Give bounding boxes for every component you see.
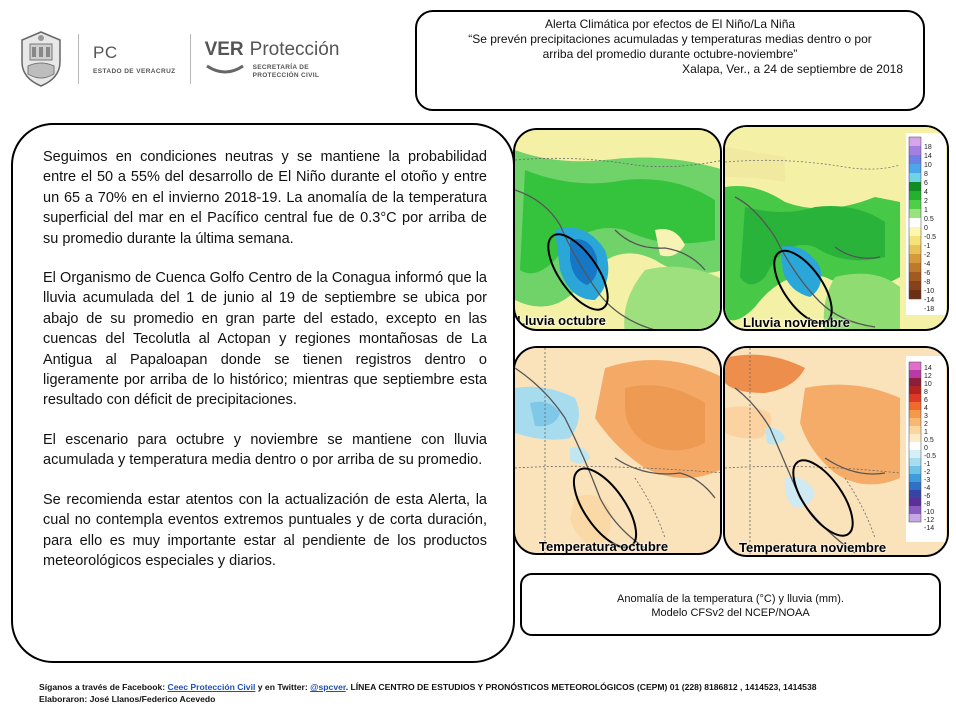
rain-scale-tick: -14 (924, 297, 935, 304)
maps-caption-line2: Modelo CFSv2 del NCEP/NOAA (651, 607, 810, 619)
temp-scale-tick: -14 (924, 525, 935, 532)
rain-scale-tick: 0 (924, 225, 928, 232)
rain-scale-tick: 1 (924, 207, 928, 214)
twitter-prefix: y en Twitter: (257, 682, 308, 692)
map-label-temp-november: Temperatura noviembre (739, 540, 887, 555)
temp-scale-tick: 0 (924, 445, 928, 452)
header-logos (18, 28, 398, 90)
logo-divider (78, 34, 79, 84)
maps-caption-line1: Anomalía de la temperatura (°C) y lluvia (mm). (617, 593, 844, 605)
rain-october-map-image (515, 130, 722, 331)
footer (39, 681, 817, 705)
proteccion-word: Protección (249, 38, 340, 60)
veracruz-seal-icon (18, 30, 64, 88)
temp-scale-tick: -8 (924, 501, 931, 508)
alert-date: Xalapa, Ver., a 24 de septiembre de 2018 (682, 62, 903, 76)
temp-scale-tick: -6 (924, 493, 931, 500)
temp-scale-tick: -2 (924, 469, 931, 476)
rain-scale-tick: -1 (924, 243, 931, 250)
temp-scale-tick: -3 (924, 477, 931, 484)
rain-scale-tick: -2 (924, 252, 931, 259)
maps-caption-box (520, 573, 941, 636)
footer-contact-line (39, 681, 817, 693)
temp-scale-tick: 1 (924, 429, 928, 436)
temp-scale-tick: 3 (924, 413, 928, 420)
temp-scale-tick: 6 (924, 397, 928, 404)
map-rain-november (723, 125, 949, 331)
temp-scale-tick: -10 (924, 509, 935, 516)
ver-bold: VER (204, 38, 244, 60)
rain-scale-tick: -0.5 (924, 234, 937, 241)
facebook-prefix: Síganos a través de Facebook: (39, 682, 166, 692)
rain-scale-tick: -8 (924, 279, 931, 286)
rain-scale-tick: 0.5 (924, 216, 934, 223)
rain-scale-tick: 18 (924, 144, 932, 151)
alert-title: Alerta Climática por efectos de El Niño/La Niña (544, 17, 796, 31)
ver-smile-icon (205, 64, 245, 76)
temp-scale-tick: 12 (924, 373, 932, 380)
alert-subtitle-line1: “Se prevén precipitaciones acumuladas y temperaturas medias dentro o por (468, 32, 872, 46)
twitter-link[interactable]: @spcver (310, 682, 346, 692)
rain-scale-tick: 6 (924, 180, 928, 187)
body-paragraph: El escenario para octubre y noviembre se mantiene con lluvia acumulada y temperatura media dentro o por arriba de su promedio. (43, 431, 487, 469)
temp-scale-tick: 10 (924, 381, 932, 388)
temp-october-map-image (515, 348, 722, 555)
map-temp-october (513, 346, 722, 555)
ver-subtitle: SECRETARÍA DE PROTECCIÓN CIVIL (252, 63, 320, 79)
map-label-temp-october: Temperatura octubre (539, 539, 669, 554)
temp-scale-tick: -0.5 (924, 453, 937, 460)
rain-scale-tick: 4 (924, 189, 928, 196)
body-paragraph: El Organismo de Cuenca Golfo Centro de la Conagua informó que la lluvia acumulada del 1 de junio al 19 de septiembre se ubica por abajo de su promedio en gran parte del estado, excepto en las cuencas del Tecolutla al Actopan y regiones montañosas de La Antigua al Papaloapan donde se tienen registros dentro o ligeramente por arriba de lo histórico; mientras que septiembre esta resultado con déficit de precipitaciones. (43, 270, 487, 409)
alert-subtitle-line2: arriba del promedio durante octubre-noviembre” (542, 47, 798, 61)
map-label-rain-october: Lluvia octubre (517, 313, 606, 328)
rain-scale-tick: -6 (924, 270, 931, 277)
pc-abbr: PC (93, 43, 118, 62)
map-rain-october (513, 128, 722, 331)
ver-proteccion-logo (205, 39, 340, 80)
rain-scale-tick: -4 (924, 261, 931, 268)
temp-scale-tick: -1 (924, 461, 931, 468)
temp-scale-tick: 0.5 (924, 437, 934, 444)
temp-scale-tick: -4 (924, 485, 931, 492)
pc-subtitle: ESTADO DE VERACRUZ (93, 68, 176, 75)
cepm-contact: . LÍNEA CENTRO DE ESTUDIOS Y PRONÓSTICOS METEOROLÓGICOS (CEPM) 01 (228) 8186812 , 1414523, 1414538 (345, 682, 817, 692)
temp-scale-tick: 14 (924, 365, 932, 372)
rain-scale-tick: -10 (924, 288, 935, 295)
temp-scale-tick: 8 (924, 389, 928, 396)
rain-november-map-image (725, 127, 949, 331)
alert-title-box (415, 10, 925, 111)
rain-scale-tick: 8 (924, 171, 928, 178)
temp-scale-tick: 4 (924, 405, 928, 412)
temp-scale-tick: -12 (924, 517, 935, 524)
rain-scale-tick: 10 (924, 162, 932, 169)
pc-logo (93, 43, 176, 75)
temp-scale-tick: 2 (924, 421, 928, 428)
footer-authors: Elaboraron: José Llanos/Federico Acevedo (39, 694, 216, 704)
map-label-rain-november: Lluvia noviembre (743, 315, 850, 330)
facebook-link[interactable]: Ceec Protección Civil (167, 682, 256, 692)
body-paragraph: Se recomienda estar atentos con la actualización de esta Alerta, la cual no contempla eventos extremos puntuales y de corta duración, para ello es muy importante estar al pendiente de los productos meteorológicos especiales y diarios. (43, 491, 487, 569)
temp-november-map-image (725, 348, 949, 557)
rain-scale-tick: 14 (924, 153, 932, 160)
rain-scale-tick: -18 (924, 306, 935, 313)
alert-body-box (11, 123, 515, 663)
logo-divider (190, 34, 191, 84)
map-temp-november (723, 346, 949, 557)
body-paragraph: Seguimos en condiciones neutras y se mantiene la probabilidad entre el 50 a 55% del desarrollo de El Niño durante el otoño y entre un 65 a 70% en el invierno 2018-19. La anomalía de la temperatura superficial del mar en el Pacífico central fue de 0.3°C por arriba de su promedio durante la última semana. (43, 149, 487, 247)
rain-scale-tick: 2 (924, 198, 928, 205)
